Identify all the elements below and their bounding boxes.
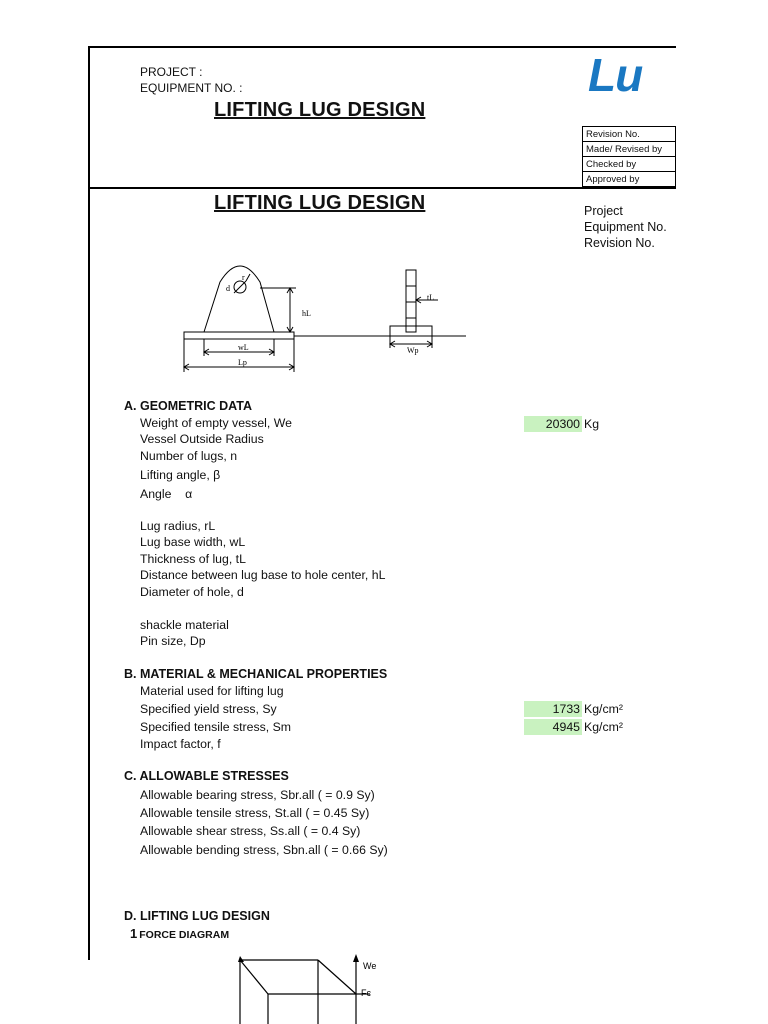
row-allowable-shear: Allowable shear stress, Ss.all ( = 0.4 Sy) [140, 824, 361, 838]
tensile-stress-value[interactable]: 4945 [524, 719, 582, 735]
section-d-heading: D. LIFTING LUG DESIGN [124, 909, 270, 923]
side-plate-shape [390, 326, 432, 336]
lug-outline [204, 266, 274, 332]
revision-no-cell: Revision No. [583, 127, 676, 142]
row-material: Material used for lifting lug [140, 684, 284, 698]
label-r: r [242, 273, 245, 282]
row-tensile-stress: Specified tensile stress, Sm [140, 720, 292, 734]
row-allowable-bending: Allowable bending stress, Sbn.all ( = 0.66 Sy) [140, 843, 388, 857]
sheet-title: LIFTING LUG DESIGN [214, 192, 426, 214]
row-number-lugs: Number of lugs, n [140, 449, 238, 463]
checked-by-cell: Checked by [583, 157, 676, 172]
lug-sketch [176, 256, 476, 376]
force-diagram-subheading: 1 FORCE DIAGRAM [130, 926, 230, 941]
label-Lp: Lp [238, 358, 247, 367]
company-logo: Lu [588, 49, 643, 101]
row-lug-radius: Lug radius, rL [140, 519, 216, 533]
side-info-project: Project [584, 204, 623, 218]
row-yield-stress: Specified yield stress, Sy [140, 702, 277, 716]
label-d: d [226, 284, 230, 293]
row-pin-size: Pin size, Dp [140, 634, 206, 648]
row-allowable-tensile: Allowable tensile stress, St.all ( = 0.45 Sy) [140, 806, 370, 820]
force-diagram [230, 950, 400, 1024]
label-tL: tL [427, 293, 435, 302]
row-lug-thickness: Thickness of lug, tL [140, 552, 246, 566]
row-shackle-material: shackle material [140, 618, 229, 632]
side-info-equipment: Equipment No. [584, 220, 667, 234]
section-c-heading: C. ALLOWABLE STRESSES [124, 769, 289, 783]
header-title: LIFTING LUG DESIGN [214, 99, 426, 121]
row-lug-base-width: Lug base width, wL [140, 535, 246, 549]
side-lug-shape [406, 270, 416, 332]
header-divider [88, 187, 676, 189]
tensile-stress-unit: Kg/cm² [584, 720, 623, 734]
label-Wp: Wp [407, 346, 419, 355]
section-b-heading: B. MATERIAL & MECHANICAL PROPERTIES [124, 667, 388, 681]
weight-value[interactable]: 20300 [524, 416, 582, 432]
row-allowable-bearing: Allowable bearing stress, Sbr.all ( = 0.9 Sy) [140, 788, 375, 802]
side-info-revision: Revision No. [584, 236, 655, 250]
approved-by-cell: Approved by [583, 172, 676, 187]
project-label: PROJECT : [140, 65, 203, 79]
sheet-left-border [88, 46, 90, 960]
revision-table [582, 126, 676, 187]
side-info [584, 203, 667, 251]
yield-stress-value[interactable]: 1733 [524, 701, 582, 717]
label-fc: Fc [361, 988, 371, 998]
row-weight: Weight of empty vessel, We [140, 416, 292, 430]
label-we: We [363, 961, 377, 971]
section-a-heading: A. GEOMETRIC DATA [124, 399, 253, 413]
made-revised-cell: Made/ Revised by [583, 142, 676, 157]
label-hL: hL [302, 309, 311, 318]
weight-unit: Kg [584, 417, 600, 431]
equipment-label: EQUIPMENT NO. : [140, 81, 243, 95]
base-plate-shape [184, 332, 294, 339]
row-vessel-radius: Vessel Outside Radius [140, 432, 264, 446]
row-impact-factor: Impact factor, f [140, 737, 221, 751]
row-hole-diameter: Diameter of hole, d [140, 585, 244, 599]
row-distance-hL: Distance between lug base to hole center, hL [140, 568, 386, 582]
label-wL: wL [238, 343, 249, 352]
yield-stress-unit: Kg/cm² [584, 702, 623, 716]
row-angle-alpha: Angle α [140, 487, 193, 501]
row-lifting-angle: Lifting angle, β [140, 468, 221, 482]
